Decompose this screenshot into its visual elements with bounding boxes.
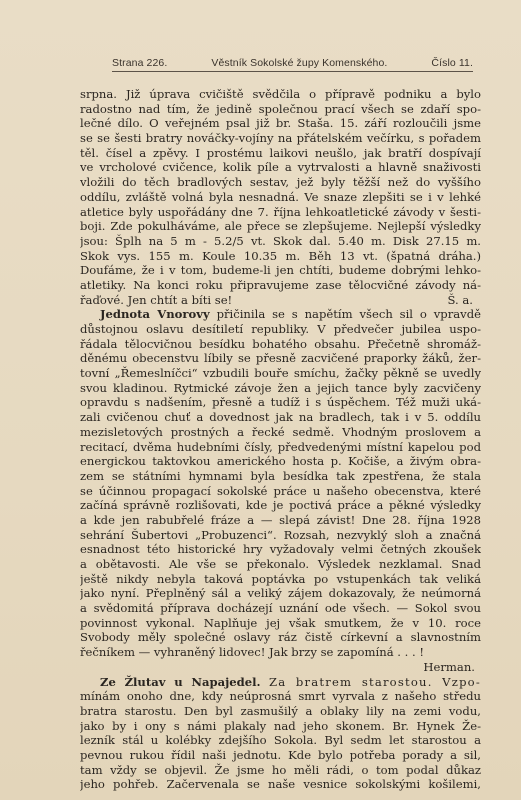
article-signature: Š. a. [447, 292, 473, 307]
text-line: Svobody měly společné oslavy ráz čistě církevní a slavnostním [80, 630, 481, 645]
text-line: Doufáme, že i v tom, budeme-li jen chtíti, budeme dobrými lehko- [80, 263, 481, 278]
text-line: svou kladinou. Rytmické závoje žen a jejich tance byly zacvičeny [80, 380, 481, 395]
text-line [80, 293, 481, 308]
text-line: Za bratrem starostou. Vzpo- [268, 674, 481, 689]
text-line: pevnou rukou řídil naši jednotu. Kde bylo potřeba porady a sil, [80, 747, 481, 762]
text-line: jsou: Šplh na 5 m - 5.2/5 vt. Skok dal. 5.40 m. Disk 27.15 m. [80, 233, 481, 248]
text-line: mínám onoho dne, kdy neúprosná smrt vyrvala z našeho středu [80, 689, 481, 704]
text-line: se se šesti bratry nováčky-vojíny na přátelském večírku, s pořadem [80, 131, 481, 146]
text-line: jeho pohřeb. Začervenala se naše vesnice sokolskými košilemi, [80, 777, 481, 792]
text-line: energickou taktovkou amerického hosta p. Kočiše, a živým obra- [80, 454, 481, 469]
text-line: povinnost vykonal. Naplňuje jej však smutkem, že v 10. roce [80, 615, 481, 630]
text-line: lečné dílo. O veřejném psal již br. Staša. 15. září rozloučili jsme [80, 116, 481, 131]
text-line: jako nyní. Přeplněný sál a veliký zájem dokazovaly, že neúmorná [80, 586, 481, 601]
header-rule [112, 71, 473, 72]
text-line: boji. Zde pokulháváme, ale přece se zlepšujeme. Nejlepší výsledky [80, 219, 481, 234]
text-line: a obětavosti. Ale vše se překonalo. Výsledek nezklamal. Snad [80, 557, 481, 571]
text-line-end: řaďové. Jen chtít a bíti se! [80, 292, 233, 307]
text-line: vložili do těch bradlových sestav, jež byly těžší než do vyššího [80, 175, 481, 190]
text-line: recitací, dvěma hudebními čísly, předvedenými místní kapelou pod [80, 439, 481, 454]
running-header [112, 57, 473, 69]
text-line: esnadnost této historické hry vyžadovaly velmi četných zkoušek [80, 542, 481, 557]
text-line: se účinnou propagací sokolské práce u našeho obecenstva, které [80, 483, 481, 498]
text-line: Skok vys. 155 m. Koule 10.35 m. Běh 13 vt. (špatná dráha.) [80, 248, 481, 263]
text-line: tam vždy se objevil. Že jsme ho měli rádi, o tom podal důkaz [80, 762, 481, 777]
article-signature: Herman. [423, 659, 475, 674]
article-heading-line [80, 307, 481, 322]
text-line: atletice byly uspořádány dne 7. října lehkoatletické závody v šesti- [80, 204, 481, 219]
text-line: řečníkem — vyhraněný lidovec! Jak brzy se zapomíná . . . ! [80, 645, 425, 660]
text-line: zali cvičenou chuť a dovednost jak na bradlech, tak i v 5. oddílu [80, 410, 481, 425]
text-line: a svědomitá příprava docházejí uznání ode všech. — Sokol svou [80, 601, 481, 616]
text-line: oddílu, zvláště volná byla nesnadná. Ve snaze zlepšiti se i v lehké [80, 189, 481, 204]
article-title: Ze Žlutav u Napajedel. [100, 674, 261, 689]
text-line: ještě nikdy nebyla taková poptávka po vstupenkách tak veliká [80, 571, 481, 586]
page-number: Strana 226. [112, 57, 168, 69]
text-line: bratra starostu. Den byl zasmušilý a oblaky lily na zemi vodu, [80, 703, 481, 718]
text-line: sehrání Šubertovi „Probuzenci“. Rozsah, nezvyklý sloh a značná [80, 527, 481, 542]
text-line: atletiky. Na konci roku připravujeme zase tělocvičné závody ná- [80, 277, 481, 292]
text-line: začíná správně rozlišovati, kde je poctivá práce a pěkné výsledky [80, 498, 481, 513]
text-line: radostno nad tím, že jedině společnou prací všech se zdaří spo- [80, 101, 481, 116]
text-line: tovní „Řemeslníčci“ vzbudili bouře smíchu, žačky pěkně se uvedly [80, 366, 481, 381]
text-line: důstojnou oslavu desítiletí republiky. V předvečer jubilea uspo- [80, 322, 481, 336]
issue-number: Číslo 11. [431, 57, 473, 69]
text-line: lezník stál u kolébky zdejšího Sokola. Byl sedm let starostou a [80, 733, 481, 748]
article-heading-line [80, 675, 481, 690]
text-line: děnému obecenstvu líbily se přesně zacvičené praporky žáků, žer- [80, 351, 481, 366]
body-text [80, 87, 481, 792]
text-line: ve vrcholové cvičence, kolik píle a vytrvalosti a hlavně snaživosti [80, 160, 481, 175]
text-line: jako by i ony s námi plakaly nad jeho skonem. Br. Hynek Že- [80, 718, 481, 733]
article-title: Jednota Vnorovy [100, 307, 210, 322]
text-line: mezisletových prostných a řecké sedmě. Vhodným proslovem a [80, 424, 481, 439]
text-line: řádala tělocvičnou besídku bohatého obsahu. Přečetně shromáž- [80, 336, 481, 351]
text-line: opravdu s nadšením, přesně a tudíž i s úspěchem. Též muži uká- [80, 395, 481, 410]
journal-title: Věstník Sokolské župy Komenského. [211, 57, 388, 69]
text-line: zem se státními hymnami byla besídka tak zpestřena, že stala [80, 468, 481, 483]
text-line: a kde jen rabubřelé fráze a — slepá závist! Dne 28. října 1928 [80, 512, 481, 527]
text-line: srpna. Již úprava cvičiště svědčila o přípravě podniku a bylo [80, 87, 481, 101]
text-line: přičinila se s napětím všech sil o vpravdě [216, 307, 481, 322]
text-line: těl. čísel a zpěvy. I prostému laikovi neušlo, jak bratří dospívají [80, 145, 481, 160]
